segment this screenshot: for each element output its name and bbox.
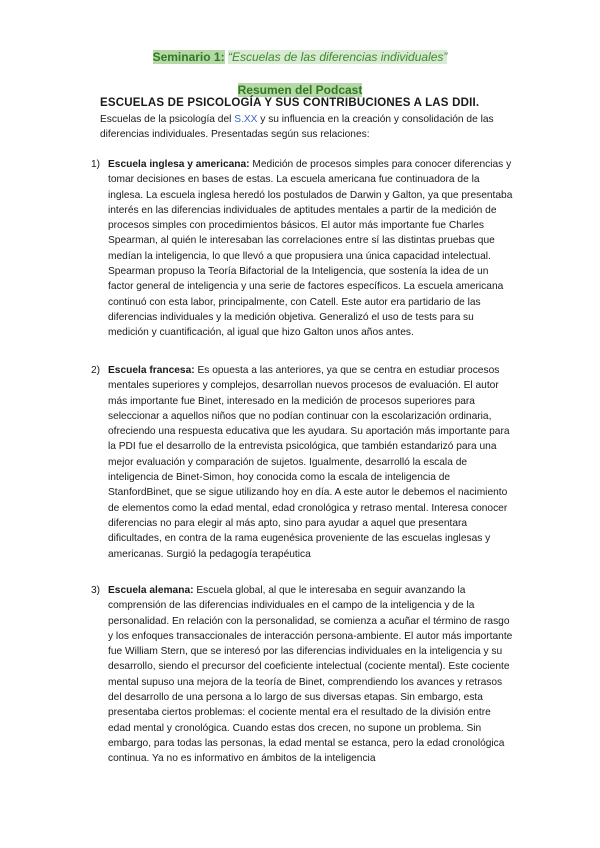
document-title xyxy=(0,49,600,65)
list-item-title: Escuela alemana: xyxy=(108,585,194,596)
intro-before: Escuelas de la psicología del xyxy=(100,114,235,125)
document-subtitle xyxy=(0,82,600,98)
list-item-text: Es opuesta a las anteriores, ya que se centra en estudiar procesos mentales superiores y complejos, desarrollan nuevos procesos de evaluación. El autor más importante fue Binet, interesado en la medición de procesos superiores para seleccionar a aquellos niños que no podían continuar con la escolarización ordinaria, ofreciendo una respuesta educativa que les ayudara. Su aportación más importante para la PDI fue el desarrollo de la entrevista psicológica, que también estandarizó para una mejor evaluación y comparación de sujetos. Igualmente, desarrolló la escala de inteligencia de Binet-Simon, hoy conocida como la escala de inteligencia de StanfordBinet, que se sigue utilizando hoy en día. A este autor le debemos el nacimiento de elementos como la edad mental, edad cronológica y retraso mental. Interesa conocer diferencias no para elegir al más apto, sino para ayudar a aquel que presentara dificultades, en contra de la rama eugenésica proveniente de las escuelas inglesas y americanas. Surgió la pedagogía terapéutica xyxy=(108,365,510,560)
list-item xyxy=(91,157,516,341)
list-item-text: Escuela global, al que le interesaba en seguir avanzando la comprensión de las diferencias individuales en el campo de la inteligencia y de la personalidad. En relación con la personalidad, se comienza a acuñar el término de rasgo y los enfoques transaccionales de interacción persona-ambiente. El autor más importante fue William Stern, que se interesó por las diferencias individuales en la inteligencia y su desarrollo, siendo el precursor del coeficiente intelectual (cociente mental). Este cociente mental supuso una mejora de la teoría de Binet, comprendiendo los avances y retrasos del desarrollo de una persona a lo largo de sus diversas etapas. Sin embargo, esta presentaba ciertos problemas: el cociente mental era el resultado de la división entre edad mental y cronológica. Cuando estas dos crecen, no supone un problema. Sin embargo, para todas las personas, la edad mental se estanca, pero la edad cronológica continua. Ya no es informativo en ámbitos de la inteligencia xyxy=(108,585,513,765)
title-label: Seminario 1: xyxy=(152,50,225,64)
list-item-title: Escuela francesa: xyxy=(108,365,195,376)
subtitle-text: Resumen del Podcast xyxy=(237,83,363,97)
list-item-number: 3) xyxy=(91,585,101,596)
list-item xyxy=(91,363,516,562)
intro-highlight: S.XX xyxy=(234,114,258,125)
list-item-title: Escuela inglesa y americana: xyxy=(108,159,250,170)
intro-after: y su influencia en la creación y consolidación de las diferencias individuales. Presentadas según sus relaciones: xyxy=(100,114,494,141)
section-heading: ESCUELAS DE PSICOLOGÍA Y SUS CONTRIBUCIONES A LAS DDII. xyxy=(100,97,480,109)
list-item-text: Medición de procesos simples para conocer diferencias y tomar decisiones en bases de estas. La escuela americana fue continuadora de la inglesa. La escuela inglesa heredó los postulados de Darwin y Galton, ya que presentaba interés en las diferencias individuales de aptitudes mentales a partir de la medición de procesos simples con procedimientos básicos. El autor más importante fue Charles Spearman, al quién le interesaban las correlaciones entre sí las distintas pruebas que medían la inteligencia, lo que llevó a que propusiera una única capacidad intelectual. Spearman propuso la Teoría Bifactorial de la Inteligencia, que sostenía la idea de un factor general de inteligencia y una serie de factores específicos. La escuela americana continuó con esta labor, principalmente, con Catell. Este autor era partidario de las diferencias individuales y la medición objetiva. Generalizó el uso de tests para su medición y cuantificación, al igual que hizo Galton unos años antes. xyxy=(108,159,513,339)
list-item xyxy=(91,583,516,767)
title-subject: “Escuelas de las diferencias individuales” xyxy=(227,50,448,64)
intro-paragraph xyxy=(100,112,512,143)
list-item-number: 2) xyxy=(91,365,101,376)
list-item-number: 1) xyxy=(91,159,101,170)
